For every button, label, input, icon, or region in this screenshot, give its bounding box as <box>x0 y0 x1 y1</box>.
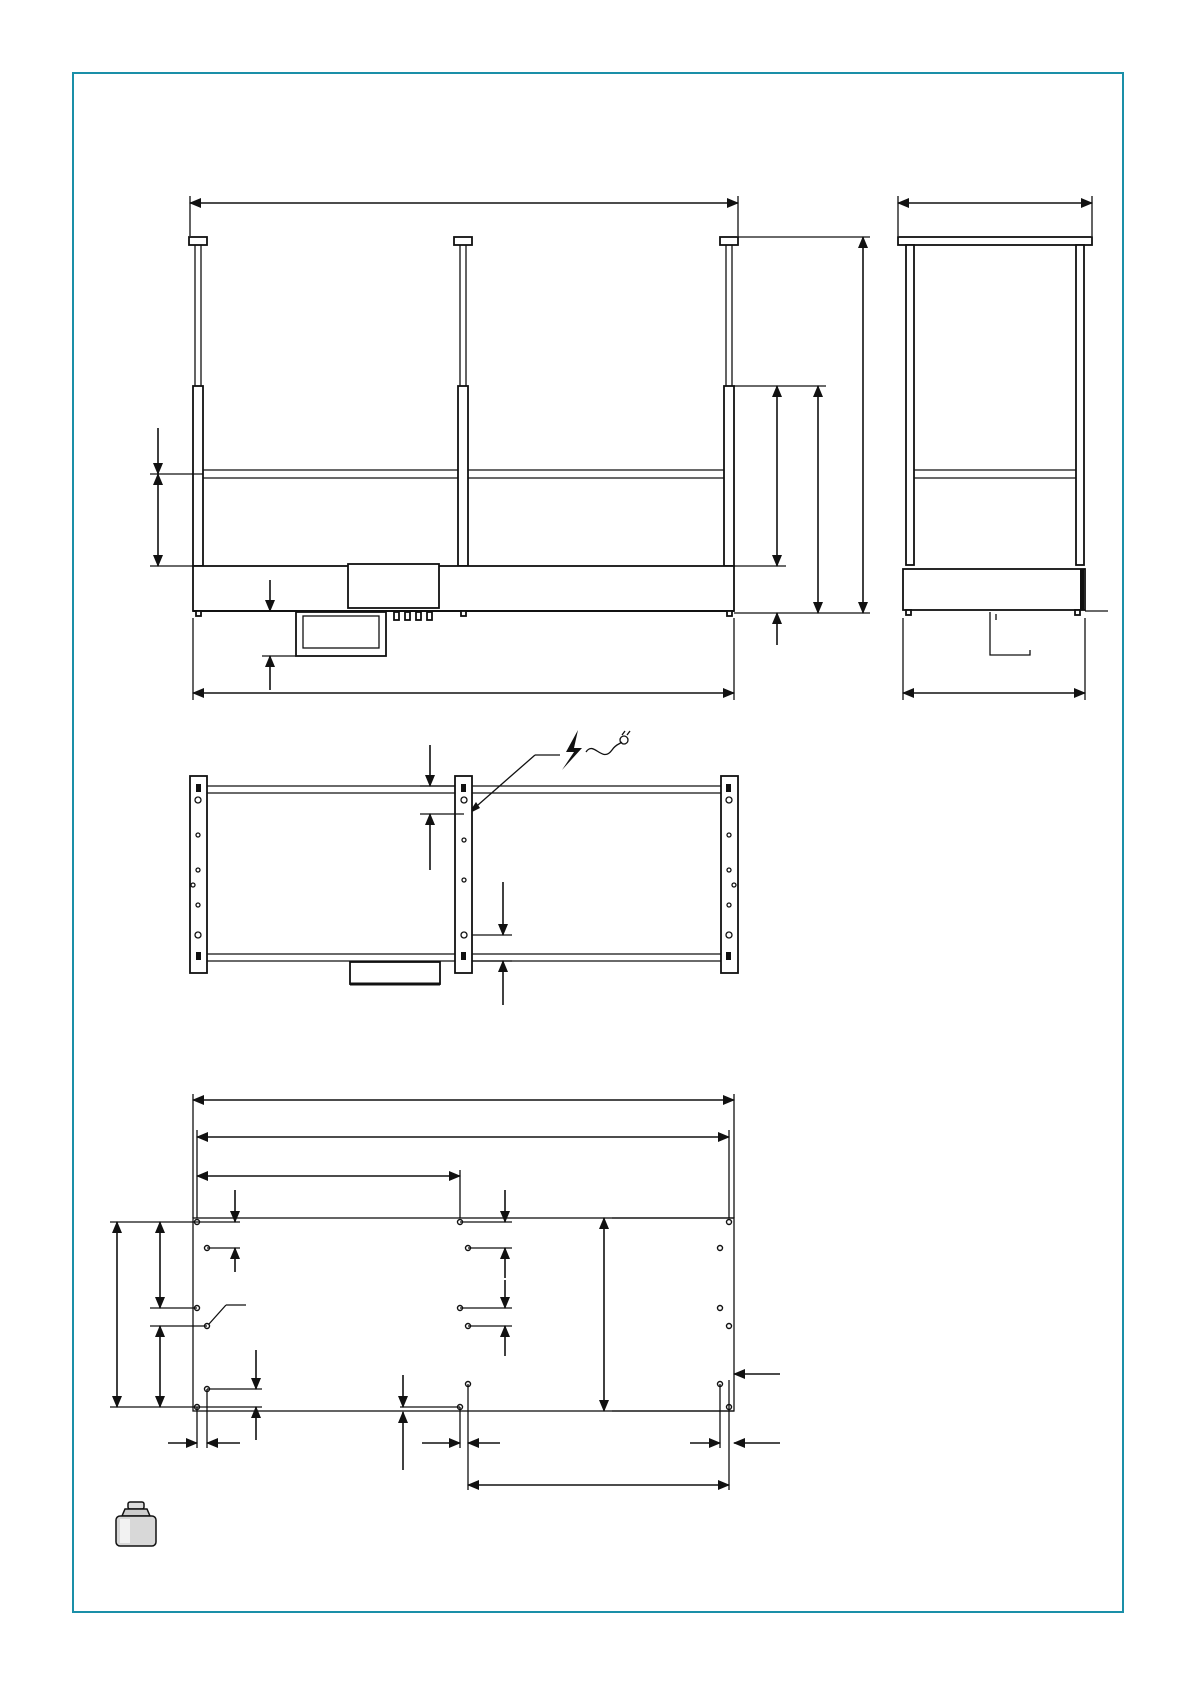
front-view <box>150 196 870 700</box>
side-view <box>898 196 1108 700</box>
top-rail <box>898 237 1092 245</box>
mounting-holes <box>195 1220 732 1410</box>
post-right <box>724 386 734 566</box>
connector <box>394 612 399 620</box>
control-box-top <box>350 962 440 984</box>
post-middle <box>458 386 468 566</box>
post-cap <box>189 237 207 245</box>
end-plate-middle <box>455 776 472 973</box>
post-cap <box>454 237 472 245</box>
base-beam <box>193 566 734 611</box>
end-plate-left <box>190 776 207 973</box>
post-left <box>193 386 203 566</box>
connector <box>416 612 421 620</box>
post-cap <box>720 237 738 245</box>
connector <box>427 612 432 620</box>
control-box <box>348 564 439 608</box>
weight-icon <box>116 1502 156 1546</box>
mounting-hole-plan <box>110 1094 780 1490</box>
connector <box>405 612 410 620</box>
lightning-plug-icon <box>562 730 630 770</box>
display-panel <box>296 612 386 656</box>
end-plate-right <box>721 776 738 973</box>
sheet-frame <box>73 73 1123 1612</box>
top-view <box>190 745 738 1005</box>
side-base <box>903 569 1085 610</box>
plate-outline <box>193 1218 734 1411</box>
